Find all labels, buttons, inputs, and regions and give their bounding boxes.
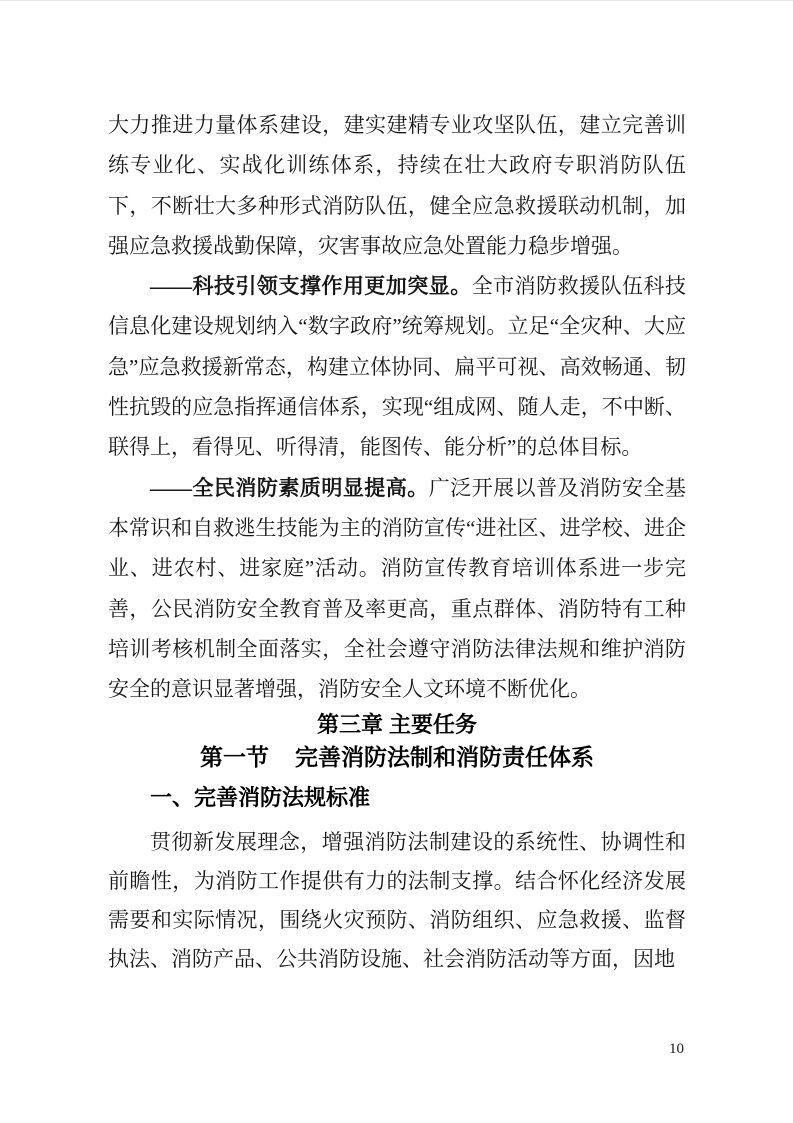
paragraph-text: 广泛开展以普及消防安全基本常识和自救逃生技能为主的消防宣传“进社区、进学校、进企业、进农村、进家庭”活动。消防宣传教育培训体系进一步完善，公民消防安全教育普及率更高，重点群体、消防特有工种培训考核机制全面落实，全社会遵守消防法律法规和维护消防安全的意识显著增强，消防安全人文环境不断优化。 <box>108 475 687 702</box>
section-title: 完善消防法制和消防责任体系 <box>295 745 594 771</box>
body-paragraph <box>108 468 686 710</box>
section-label: 第一节 <box>200 745 269 771</box>
subsection-heading: 一、完善消防法规标准 <box>150 785 371 811</box>
paragraph-lead-bold: ——科技引领支撑作用更加突显。 <box>150 274 472 299</box>
paragraph-text: 大力推进力量体系建设，建实建精专业攻坚队伍，建立完善训练专业化、实战化训练体系，持续在壮大政府专职消防队伍下，不断壮大多种形式消防队伍，健全应急救援联动机制，加强应急救援战勤保障，灾害事故应急处置能力稳步增强。 <box>108 113 686 258</box>
chapter-heading: 第三章 主要任务 <box>316 712 478 738</box>
body-paragraph <box>108 823 686 979</box>
body-paragraph <box>108 266 686 467</box>
paragraph-text: 贯彻新发展理念，增强消防法制建设的系统性、协调性和前瞻性，为消防工作提供有力的法制支撑。结合怀化经济发展需要和实际情况，围绕火灾预防、消防组织、应急救援、监督执法、消防产品、公共消防设施、社会消防活动等方面，因地 <box>108 830 686 972</box>
document-content <box>108 105 686 979</box>
page-number: 10 <box>669 1041 684 1057</box>
body-paragraph <box>108 105 686 266</box>
section-heading <box>108 741 686 775</box>
paragraph-text: 全市消防救援队伍科技信息化建设规划纳入“数字政府”统筹规划。立足“全灾种、大应急”应急救援新常态，构建立体协同、扁平可视、高效畅通、韧性抗毁的应急指挥通信体系，实现“组成网、随人走，不中断、联得上，看得见、听得清，能图传、能分析”的总体目标。 <box>108 274 687 460</box>
paragraph-lead-bold: ——全民消防素质明显提高。 <box>150 475 429 500</box>
